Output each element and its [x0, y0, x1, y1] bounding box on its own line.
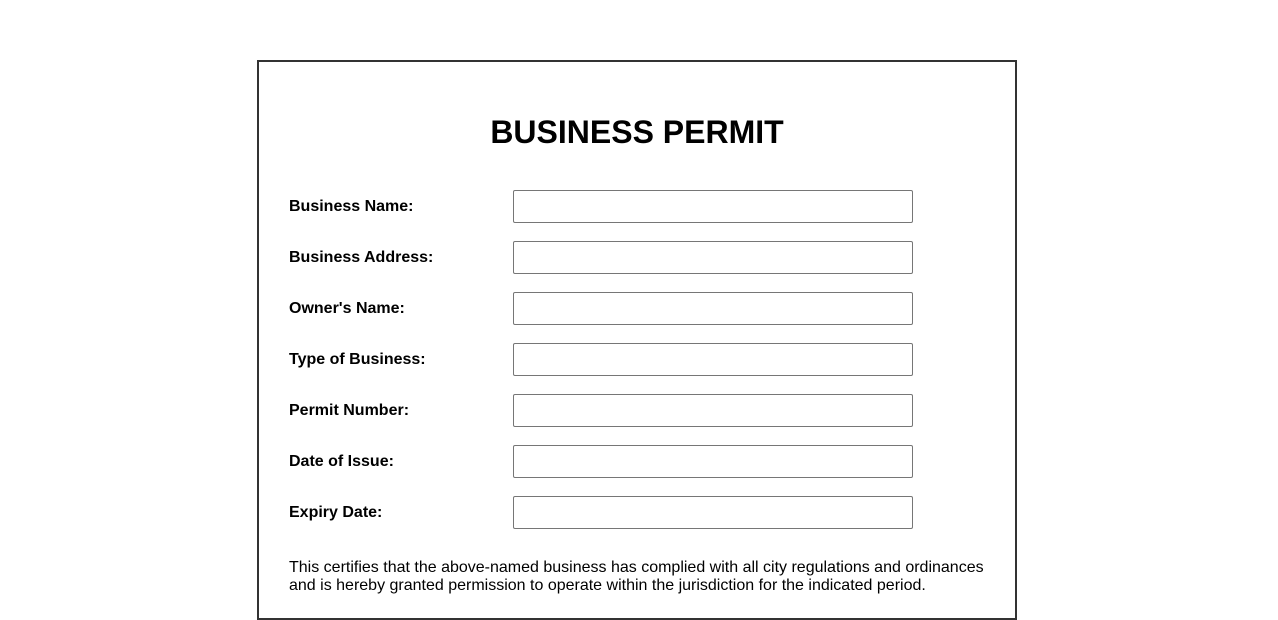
type-of-business-label: Type of Business:: [289, 351, 426, 368]
expiry-date-label: Expiry Date:: [289, 504, 383, 521]
field-row-expiry-date: [289, 496, 989, 529]
field-row-owner-name: [289, 292, 989, 325]
business-name-input[interactable]: [513, 190, 913, 223]
type-of-business-input[interactable]: [513, 343, 913, 376]
expiry-date-input[interactable]: [513, 496, 913, 529]
field-row-date-of-issue: [289, 445, 989, 478]
field-row-type-of-business: [289, 343, 989, 376]
owner-name-label: Owner's Name:: [289, 300, 405, 317]
field-row-permit-number: [289, 394, 989, 427]
business-address-input[interactable]: [513, 241, 913, 274]
business-name-label: Business Name:: [289, 198, 414, 215]
field-row-business-name: [289, 190, 989, 223]
permit-title: BUSINESS PERMIT: [490, 114, 784, 150]
business-address-label: Business Address:: [289, 249, 434, 266]
permit-number-label: Permit Number:: [289, 402, 410, 419]
date-of-issue-label: Date of Issue:: [289, 453, 394, 470]
permit-document: [257, 60, 1017, 620]
field-row-business-address: [289, 241, 989, 274]
date-of-issue-input[interactable]: [513, 445, 913, 478]
permit-form: [289, 190, 989, 547]
permit-number-input[interactable]: [513, 394, 913, 427]
owner-name-input[interactable]: [513, 292, 913, 325]
certification-text: This certifies that the above-named business has complied with all city regulations and ordinances and is hereby granted permission to operate within the jurisdiction for the indicated period.: [289, 559, 984, 594]
